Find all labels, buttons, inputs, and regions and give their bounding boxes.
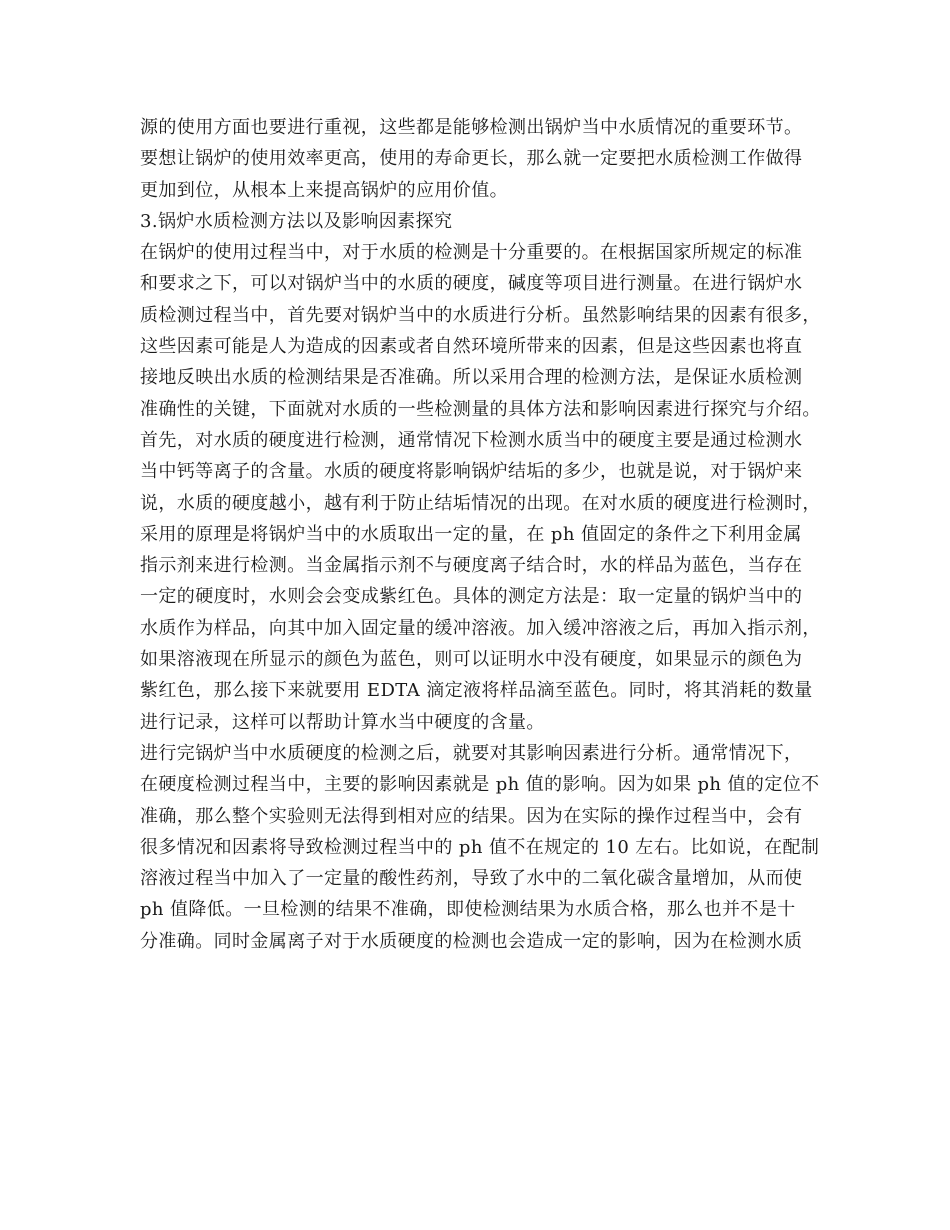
text-line: 和要求之下，可以对锅炉当中的水质的硬度，碱度等项目进行测量。在进行锅炉水	[140, 273, 803, 295]
text-line: 要想让锅炉的使用效率更高，使用的寿命更长，那么就一定要把水质检测工作做得	[140, 148, 803, 170]
text-line: 源的使用方面也要进行重视，这些都是能够检测出锅炉当中水质情况的重要环节。	[140, 117, 803, 138]
text-line: 溶液过程当中加入了一定量的酸性药剂，导致了水中的二氧化碳含量增加，从而使	[140, 868, 803, 890]
text-line: 分准确。同时金属离子对于水质硬度的检测也会造成一定的影响，因为在检测水质	[140, 930, 803, 952]
text-line: 在锅炉的使用过程当中，对于水质的检测是十分重要的。在根据国家所规定的标准	[140, 242, 803, 264]
text-line: 准确，那么整个实验则无法得到相对应的结果。因为在实际的操作过程当中，会有	[140, 805, 803, 827]
text-line: 指示剂来进行检测。当金属指示剂不与硬度离子结合时，水的样品为蓝色，当存在	[140, 555, 803, 577]
text-line: 进行记录，这样可以帮助计算水当中硬度的含量。	[140, 711, 545, 733]
text-line: 如果溶液现在所显示的颜色为蓝色，则可以证明水中没有硬度，如果显示的颜色为	[140, 649, 803, 671]
text-line: 采用的原理是将锅炉当中的水质取出一定的量，在 ph 值固定的条件之下利用金属	[140, 523, 802, 545]
text-line: 接地反映出水质的检测结果是否准确。所以采用合理的检测方法，是保证水质检测	[140, 367, 803, 389]
text-line: 进行完锅炉当中水质硬度的检测之后，就要对其影响因素进行分析。通常情况下，	[140, 742, 803, 764]
text-line: 紫红色，那么接下来就要用 EDTA 滴定液将样品滴至蓝色。同时，将其消耗的数量	[140, 680, 813, 702]
text-line: 一定的硬度时，水则会会变成紫红色。具体的测定方法是：取一定量的锅炉当中的	[140, 586, 803, 608]
text-line: ph 值降低。一旦检测的结果不准确，即使检测结果为水质合格，那么也并不是十	[140, 899, 796, 921]
text-line: 这些因素可能是人为造成的因素或者自然环境所带来的因素，但是这些因素也将直	[140, 336, 803, 358]
text-line: 质检测过程当中，首先要对锅炉当中的水质进行分析。虽然影响结果的因素有很多，	[140, 304, 821, 326]
text-line: 更加到位，从根本上来提高锅炉的应用价值。	[140, 179, 508, 201]
text-line: 说，水质的硬度越小，越有利于防止结垢情况的出现。在对水质的硬度进行检测时，	[140, 492, 821, 514]
document-body	[140, 112, 830, 957]
text-line: 很多情况和因素将导致检测过程当中的 ph 值不在规定的 10 左右。比如说，在配制	[140, 836, 820, 858]
text-line: 当中钙等离子的含量。水质的硬度将影响锅炉结垢的多少，也就是说，对于锅炉来	[140, 461, 803, 483]
text-line: 准确性的关键，下面就对水质的一些检测量的具体方法和影响因素进行探究与介绍。	[140, 398, 821, 420]
text-line: 首先，对水质的硬度进行检测，通常情况下检测水质当中的硬度主要是通过检测水	[140, 429, 803, 451]
text-line: 在硬度检测过程当中，主要的影响因素就是 ph 值的影响。因为如果 ph 值的定位不	[140, 774, 820, 796]
section-heading: 3.锅炉水质检测方法以及影响因素探究	[140, 210, 453, 232]
text-line: 水质作为样品，向其中加入固定量的缓冲溶液。加入缓冲溶液之后，再加入指示剂，	[140, 617, 821, 639]
